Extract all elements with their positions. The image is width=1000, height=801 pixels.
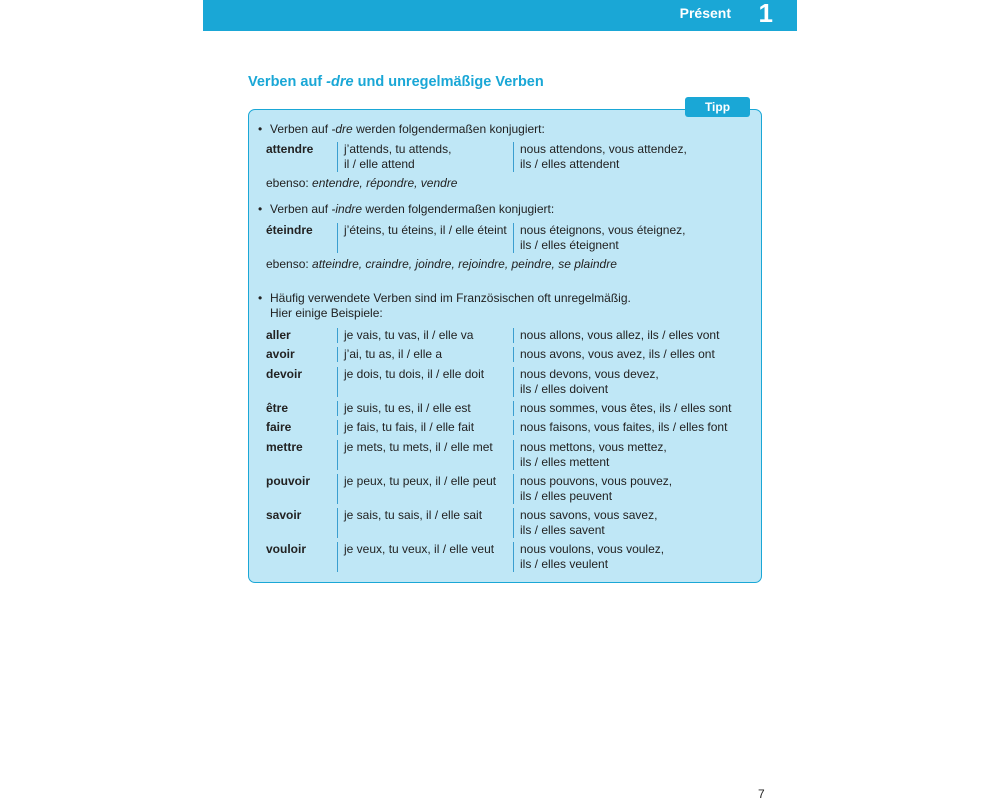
plural-forms: nous mettons, vous mettez, ils / elles mettent	[513, 440, 667, 470]
verb-infinitive: éteindre	[266, 223, 313, 237]
plural-forms: nous savons, vous savez, ils / elles savent	[513, 508, 657, 538]
bullet-indre-intro: • Verben auf -indre werden folgendermaßen konjugiert:	[258, 202, 555, 216]
verb-infinitive: vouloir	[266, 542, 307, 556]
singular-forms: je suis, tu es, il / elle est	[337, 401, 471, 416]
plural-forms: nous allons, vous allez, ils / elles vont	[513, 328, 719, 343]
verb-infinitive: devoir	[266, 367, 303, 381]
page-number: 7	[758, 787, 765, 801]
plural-forms: nous voulons, vous voulez, ils / elles veulent	[513, 542, 664, 572]
singular-forms: je vais, tu vas, il / elle va	[337, 328, 473, 343]
chapter-number: 1	[758, 0, 773, 28]
verb-infinitive: faire	[266, 420, 292, 434]
bullet-dot: •	[258, 122, 263, 136]
chapter-label: Présent	[679, 5, 731, 21]
singular-forms: je peux, tu peux, il / elle peut	[337, 474, 496, 504]
singular-forms: je mets, tu mets, il / elle met	[337, 440, 493, 470]
chapter-header-bar	[203, 0, 797, 31]
verb-infinitive: mettre	[266, 440, 303, 454]
singular-forms: je dois, tu dois, il / elle doit	[337, 367, 484, 397]
singular-forms: je veux, tu veux, il / elle veut	[337, 542, 494, 572]
verb-infinitive: aller	[266, 328, 291, 342]
plural-forms: nous faisons, vous faites, ils / elles font	[513, 420, 727, 435]
ebenso-dre: ebenso: entendre, répondre, vendre	[266, 176, 458, 190]
plural-forms: nous devons, vous devez, ils / elles doivent	[513, 367, 659, 397]
bullet-dot: •	[258, 202, 263, 216]
bullet-dot: •	[258, 291, 263, 305]
verb-infinitive: avoir	[266, 347, 295, 361]
ebenso-indre: ebenso: atteindre, craindre, joindre, rejoindre, peindre, se plaindre	[266, 257, 617, 271]
tip-box	[248, 109, 762, 583]
bullet-dre-intro: • Verben auf -dre werden folgendermaßen konjugiert:	[258, 122, 545, 136]
plural-forms: nous avons, vous avez, ils / elles ont	[513, 347, 715, 362]
tip-badge: Tipp	[685, 97, 750, 117]
section-title: Verben auf -dre und unregelmäßige Verben	[248, 74, 544, 90]
bullet-irregular-intro: • Häufig verwendete Verben sind im Französischen oft unregelmäßig. Hier einige Beispiele:	[258, 291, 631, 320]
singular-forms: je fais, tu fais, il / elle fait	[337, 420, 474, 435]
verb-infinitive: savoir	[266, 508, 302, 522]
plural-forms: nous pouvons, vous pouvez, ils / elles peuvent	[513, 474, 672, 504]
verb-infinitive: attendre	[266, 142, 314, 156]
singular-forms: j’ai, tu as, il / elle a	[337, 347, 442, 362]
verb-infinitive: être	[266, 401, 289, 415]
singular-forms: j’éteins, tu éteins, il / elle éteint	[337, 223, 507, 253]
singular-forms: je sais, tu sais, il / elle sait	[337, 508, 482, 538]
plural-forms: nous éteignons, vous éteignez, ils / elles éteignent	[513, 223, 685, 253]
plural-forms: nous sommes, vous êtes, ils / elles sont	[513, 401, 731, 416]
plural-forms: nous attendons, vous attendez, ils / elles attendent	[513, 142, 687, 172]
singular-forms: j’attends, tu attends, il / elle attend	[337, 142, 451, 172]
verb-infinitive: pouvoir	[266, 474, 310, 488]
